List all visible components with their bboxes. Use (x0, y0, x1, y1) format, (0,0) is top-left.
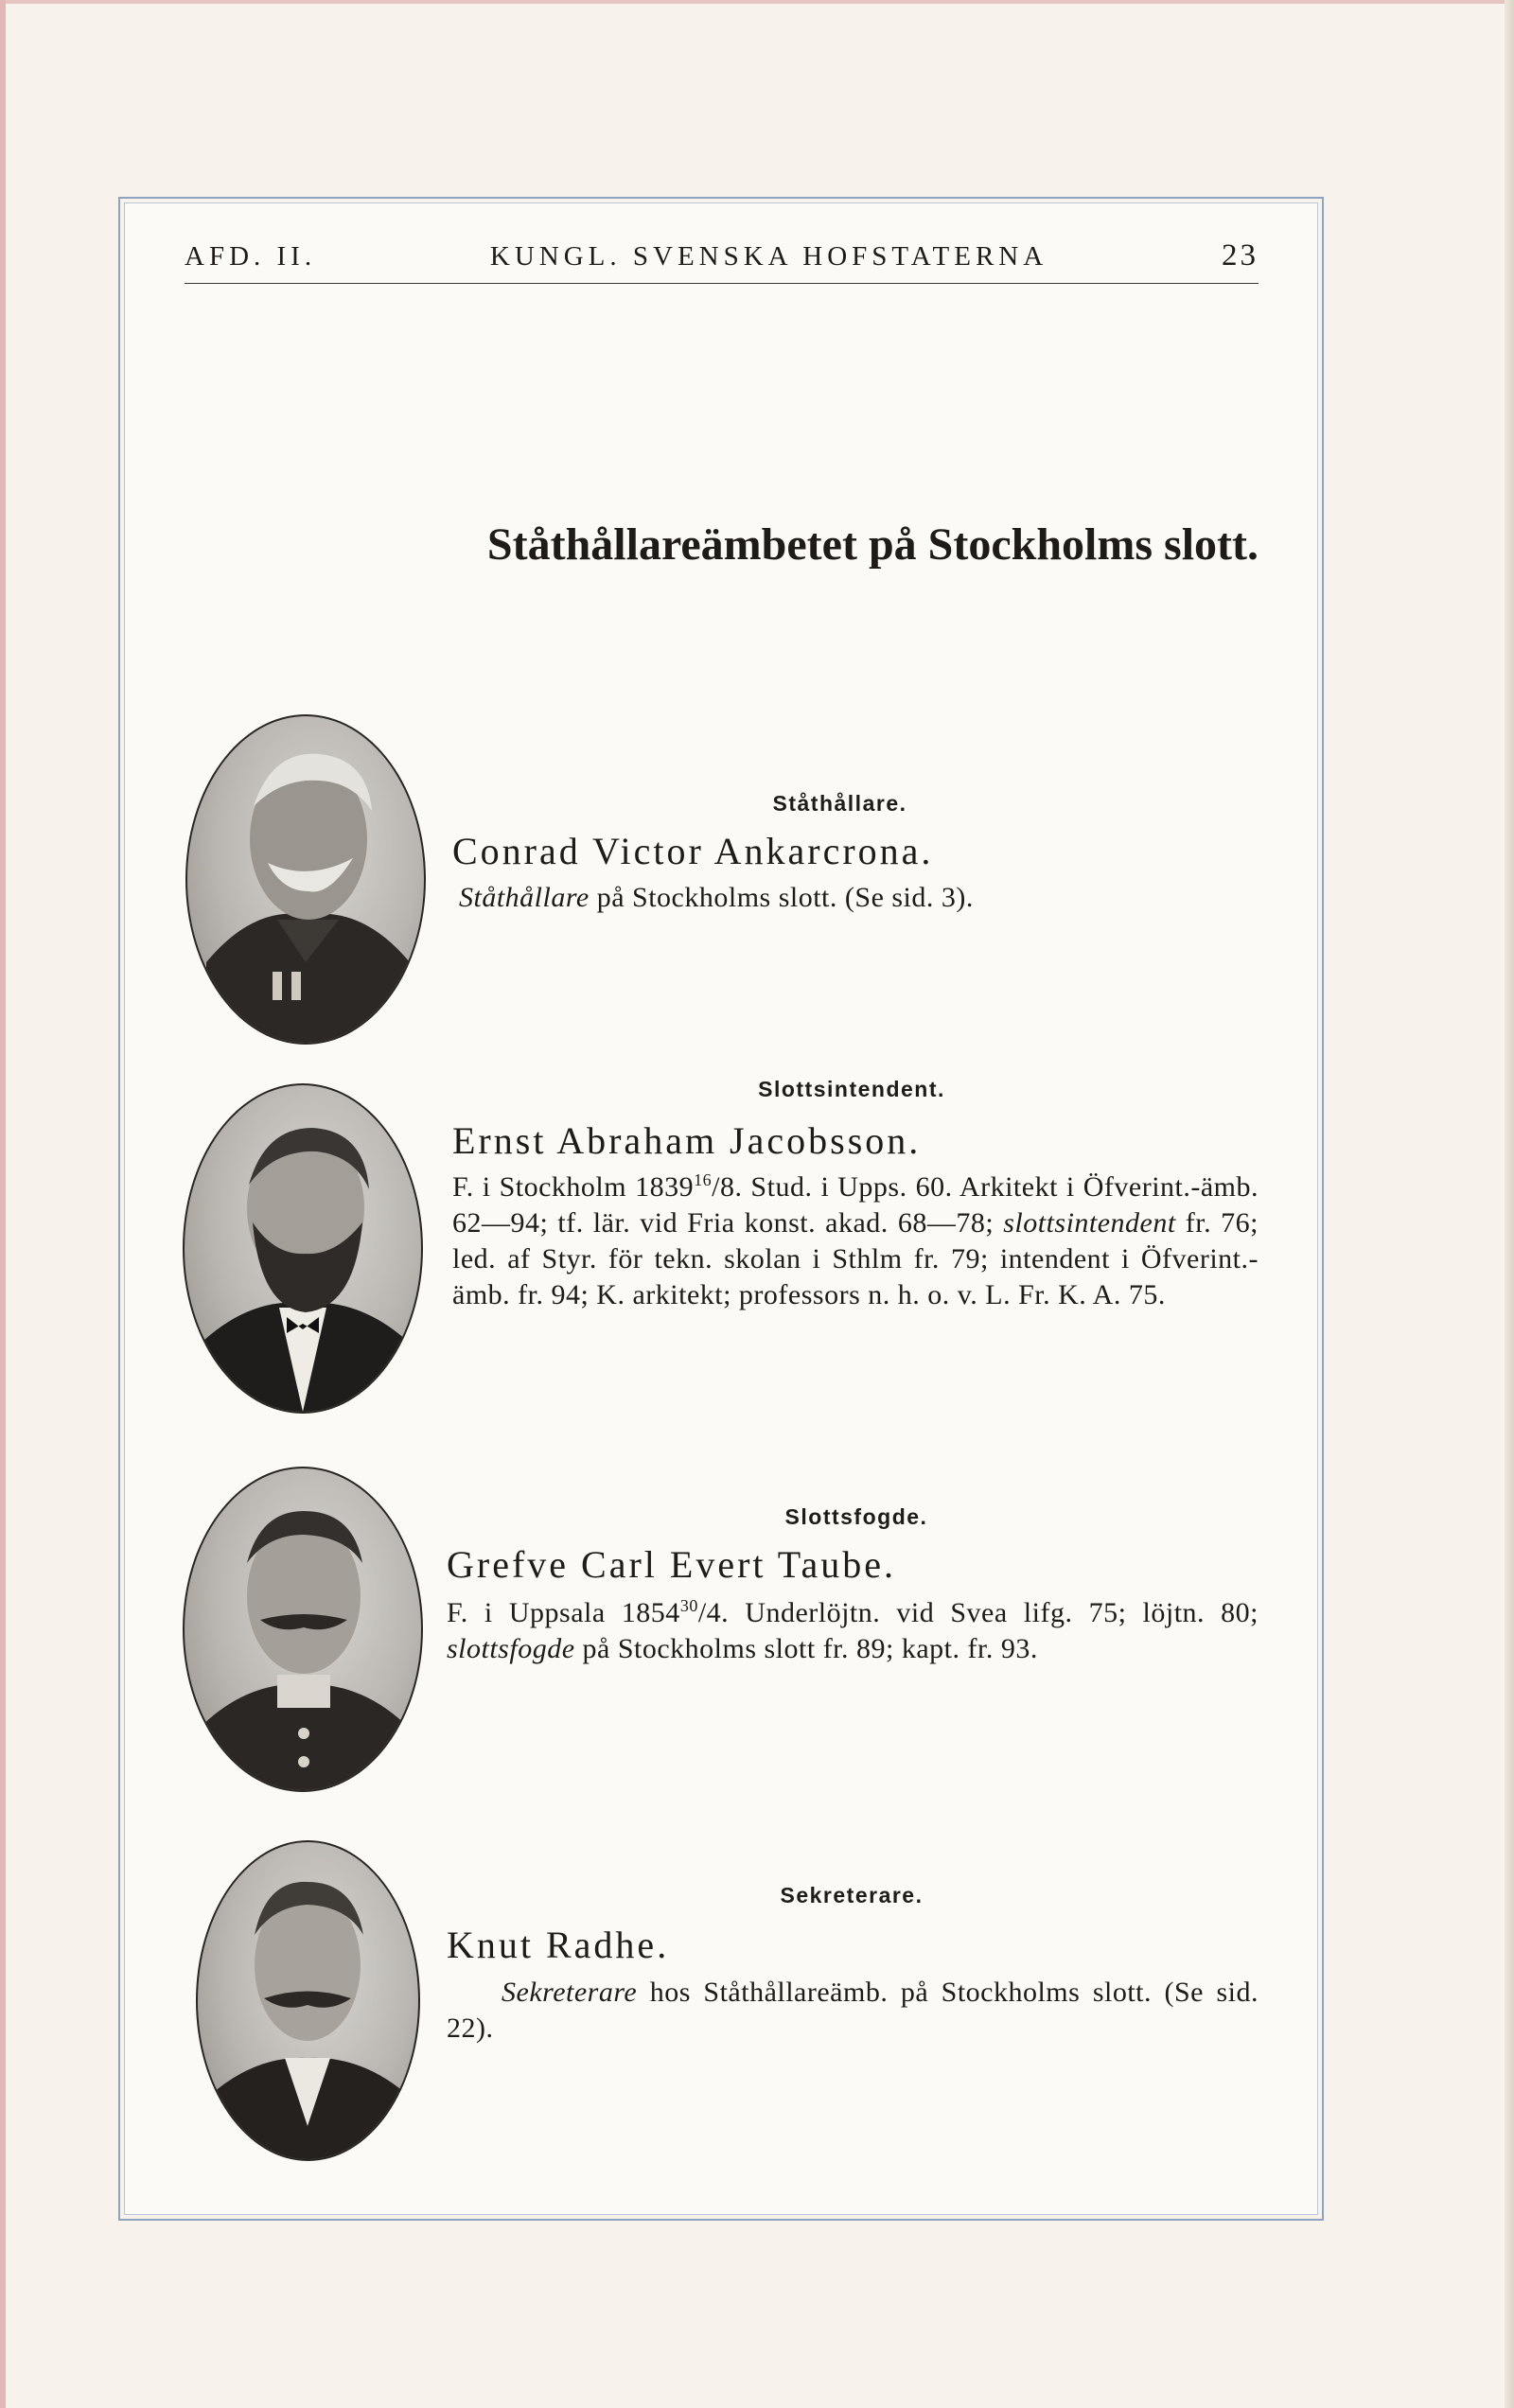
description-text: hos Ståthållareämb. på Stockholms slott. (Se sid. 22). (447, 1977, 1259, 2044)
portrait-photo (196, 1840, 420, 2161)
portrait-photo (183, 1083, 423, 1414)
description-text: fr. 76; led. af Styr. för tekn. skolan i Sthlm fr. 79; intendent i Öfverint.-ämb. fr. 94; K. arkitekt; professors n. h. o. v. L. Fr. K. A. 75. (452, 1207, 1259, 1310)
page-title: Ståthållareämbetet på Stockholms slott. (486, 519, 1259, 570)
role-heading: Ståthållare. (772, 791, 907, 816)
person-description (447, 1595, 1259, 1667)
description-text: F. i Uppsala 1854 (447, 1597, 680, 1628)
description-text: F. i Stockholm 1839 (452, 1171, 695, 1203)
person-description (459, 880, 1259, 916)
portrait-gentleman-icon (185, 1085, 421, 1412)
role-heading: Slottsintendent. (758, 1077, 945, 1101)
portrait-uniform-icon (185, 1468, 421, 1790)
portrait-photo (183, 1467, 423, 1792)
paper-edge-right (1505, 0, 1514, 2408)
person-name: Grefve Carl Evert Taube. (447, 1543, 896, 1586)
role-heading: Sekreterare. (780, 1883, 924, 1907)
portrait-secretary-icon (198, 1842, 418, 2159)
portrait-photo (185, 714, 426, 1045)
role-heading: Slottsfogde. (784, 1504, 928, 1529)
date-superscript: 16 (694, 1170, 713, 1189)
person-name: Conrad Victor Ankarcrona. (452, 830, 934, 872)
office-title: Ståthållare (459, 882, 590, 913)
description-text: på Stockholms slott. (Se sid. 3). (589, 882, 974, 913)
person-description (452, 1169, 1259, 1313)
description-text: /4. Underlöjtn. vid Svea lifg. 75; löjtn. 80; (697, 1597, 1259, 1628)
person-description (447, 1975, 1259, 2047)
description-text: /8. Stud. i Upps. 60. Arkitekt i Öfverint.-ämb. 62—94; tf. lär. vid Fria konst. akad. 68—78; (452, 1171, 1259, 1239)
running-head-title: KUNGL. SVENSKA HOFSTATERNA (489, 241, 1048, 272)
description-text: på Stockholms slott fr. 89; kapt. fr. 93. (574, 1633, 1038, 1664)
running-head (185, 238, 1259, 284)
running-head-section: AFD. II. (185, 241, 317, 272)
office-title: slottsintendent (1003, 1207, 1176, 1239)
paper-edge-left (0, 0, 6, 2408)
office-title: slottsfogde (447, 1633, 575, 1664)
date-superscript: 30 (679, 1596, 698, 1615)
office-title: Sekreterare (502, 1977, 638, 2008)
page-number: 23 (1222, 238, 1259, 272)
person-name: Knut Radhe. (447, 1924, 670, 1966)
portrait-officer-icon (187, 716, 424, 1043)
person-name: Ernst Abraham Jacobsson. (452, 1119, 922, 1162)
paper-edge-top (0, 0, 1514, 4)
